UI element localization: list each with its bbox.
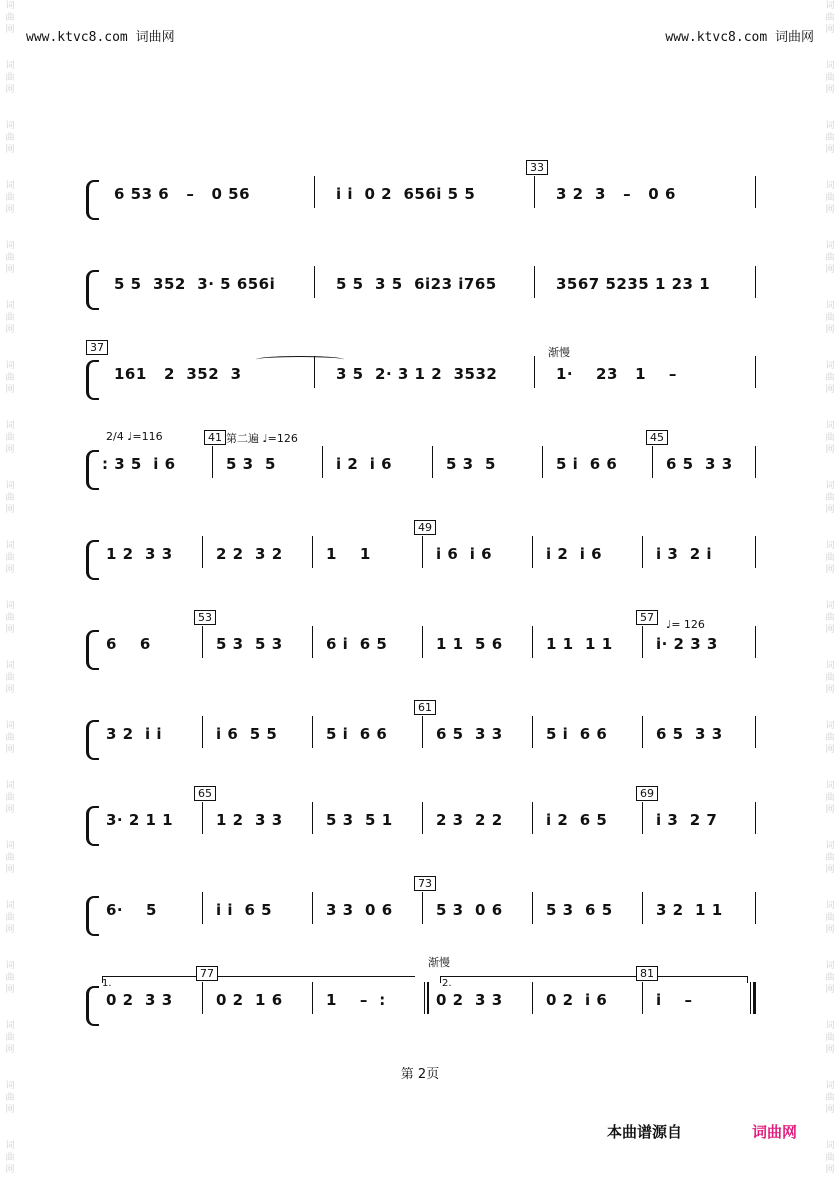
measure-group: 0 2 i 6 [546,991,608,1009]
tie-slur [256,356,344,363]
measure-group: 5 i 6 6 [546,725,608,743]
barline [642,802,643,834]
tempo-annotation: 渐慢 [428,956,450,969]
measure-number: 65 [194,786,216,801]
volta-first-ending [102,976,415,983]
measure-number: 45 [646,430,668,445]
measure-group: : 3 5 i 6 [102,455,176,473]
measure-group: 1 1 5 6 [436,635,503,653]
barline [532,716,533,748]
barline [202,716,203,748]
barline [755,626,756,658]
barline [642,716,643,748]
header-right-url[interactable]: www.ktvc8.com 词曲网 [665,30,814,45]
measure-group: 5 3 6 5 [546,901,613,919]
measure-group: 1· 23 1 – [556,365,677,383]
volta-second-ending [440,976,748,983]
barline [755,356,756,388]
barline [532,626,533,658]
measure-group: 5 i 6 6 [326,725,388,743]
measure-group: 5 5 3 5 6i23 i765 [336,275,497,293]
measure-number: 53 [194,610,216,625]
measure-group: 3 2 i i [106,725,163,743]
measure-group: 3 5 2· 3 1 2 3532 [336,365,498,383]
barline [755,446,756,478]
repeat-barline [424,982,425,1014]
measure-group: 161 2 352 3 [114,365,242,383]
measure-number: 33 [526,160,548,175]
barline [312,982,313,1014]
measure-group: 5 i 6 6 [556,455,618,473]
barline [312,716,313,748]
measure-number: 49 [414,520,436,535]
final-barline [753,982,756,1014]
barline [422,536,423,568]
measure-group: i 6 i 6 [436,545,493,563]
barline [312,626,313,658]
source-label: 本曲谱源自 [607,1123,683,1141]
barline [422,716,423,748]
score-line-7 [86,701,756,764]
measure-group: 5 3 5 3 [216,635,283,653]
final-barline [750,982,751,1014]
barline [532,802,533,834]
barline [312,892,313,924]
line-brace [86,450,99,490]
barline [652,446,653,478]
barline [322,446,323,478]
measure-number: 69 [636,786,658,801]
barline [755,266,756,298]
measure-number: 37 [86,340,108,355]
measure-group: i i 6 5 [216,901,273,919]
barline [755,716,756,748]
measure-group: 6 i 6 5 [326,635,388,653]
time-signature: 2/4 ♩=116 [106,430,163,443]
measure-group: 1 2 3 3 [216,811,283,829]
score-line-2 [86,274,756,314]
measure-group: 5 3 5 [226,455,276,473]
measure-group: i· 2 3 3 [656,635,718,653]
tempo-annotation: ♩= 126 [666,618,705,631]
barline [312,536,313,568]
barline [755,536,756,568]
measure-group: 3 2 1 1 [656,901,723,919]
measure-group: 1 – : [326,991,386,1009]
measure-group: 0 2 3 3 [106,991,173,1009]
score-line-4 [86,430,756,494]
line-brace [86,720,99,760]
line-brace [86,540,99,580]
barline [202,982,203,1014]
measure-group: 0 2 3 3 [436,991,503,1009]
barline [314,266,315,298]
measure-group: 5 3 5 1 [326,811,393,829]
barline [642,892,643,924]
measure-number: 61 [414,700,436,715]
line-brace [86,360,99,400]
measure-group: 5 3 0 6 [436,901,503,919]
measure-number: 77 [196,966,218,981]
barline [312,802,313,834]
barline [532,536,533,568]
barline [432,446,433,478]
barline [755,802,756,834]
score-line-9 [86,877,756,940]
volta-label: 1. [102,978,112,989]
barline [314,176,315,208]
measure-number: 81 [636,966,658,981]
barline [755,892,756,924]
measure-group: 1 1 1 1 [546,635,613,653]
barline [202,536,203,568]
measure-group: i 2 i 6 [336,455,393,473]
measure-group: 0 2 1 6 [216,991,283,1009]
measure-group: 2 2 3 2 [216,545,283,563]
barline [642,982,643,1014]
barline [202,626,203,658]
measure-group: 5 3 5 [446,455,496,473]
measure-group: i – [656,991,693,1009]
repeat-barline [427,982,429,1014]
tempo-annotation: 第二遍 ♩=126 [226,432,298,445]
measure-group: 3 2 3 – 0 6 [556,185,676,203]
page-number: 第 2页 [400,1067,440,1082]
barline [542,446,543,478]
barline [755,176,756,208]
barline [422,626,423,658]
measure-group: 6 53 6 – 0 56 [114,185,251,203]
measure-number: 41 [204,430,226,445]
site-logo[interactable]: 词曲网 [752,1123,798,1141]
score-line-8 [86,787,756,850]
barline [534,266,535,298]
barline [202,802,203,834]
measure-group: 6· 5 [106,901,157,919]
volta-label: 2. [442,978,452,989]
measure-group: 3567 5235 1 23 1 [556,275,711,293]
line-brace [86,986,99,1026]
measure-group: 6 5 3 3 [436,725,503,743]
side-watermark-left: 词 曲 网 词 曲 网 词 曲 网 词 曲 网 词 曲 网 词 曲 网 词 曲 网 词 曲 网 词 曲 网 词 曲 网 词 曲 网 词 曲 网 词 曲 网 词 曲 网 词 曲 网 词 曲 网 词 曲 网 词 曲 网 词 曲 网 词 曲 网 [5,1,15,1175]
measure-group: 1 2 3 3 [106,545,173,563]
measure-group: i 2 i 6 [546,545,603,563]
score-line-3 [86,341,756,404]
barline [642,626,643,658]
measure-group: i i 0 2 656i 5 5 [336,185,476,203]
score-line-6 [86,611,756,674]
barline [532,982,533,1014]
line-brace [86,630,99,670]
barline [422,802,423,834]
measure-group: 5 5 352 3· 5 656i [114,275,276,293]
measure-group: 6 6 [106,635,151,653]
measure-group: 6 5 3 3 [666,455,733,473]
measure-number: 57 [636,610,658,625]
measure-group: 1 1 [326,545,371,563]
measure-group: 3 3 0 6 [326,901,393,919]
barline [212,446,213,478]
tempo-annotation: 渐慢 [548,346,570,359]
measure-group: 2 3 2 2 [436,811,503,829]
score-line-5 [86,521,756,584]
score-line-1 [86,161,756,224]
measure-group: i 3 2 7 [656,811,718,829]
line-brace [86,896,99,936]
barline [532,892,533,924]
line-brace [86,806,99,846]
measure-group: i 3 2 i [656,545,713,563]
measure-group: i 2 6 5 [546,811,608,829]
line-brace [86,270,99,310]
measure-group: 6 5 3 3 [656,725,723,743]
measure-group: 3· 2 1 1 [106,811,174,829]
score-line-10 [86,956,756,1030]
side-watermark-right: 词 曲 网 词 曲 网 词 曲 网 词 曲 网 词 曲 网 词 曲 网 词 曲 网 词 曲 网 词 曲 网 词 曲 网 词 曲 网 词 曲 网 词 曲 网 词 曲 网 词 曲 网 词 曲 网 词 曲 网 词 曲 网 词 曲 网 词 曲 网 [825,1,835,1175]
barline [534,356,535,388]
barline [534,176,535,208]
measure-number: 73 [414,876,436,891]
measure-group: i 6 5 5 [216,725,278,743]
barline [642,536,643,568]
barline [314,356,315,388]
barline [422,892,423,924]
header-left-url[interactable]: www.ktvc8.com 词曲网 [26,30,175,45]
barline [202,892,203,924]
line-brace [86,180,99,220]
